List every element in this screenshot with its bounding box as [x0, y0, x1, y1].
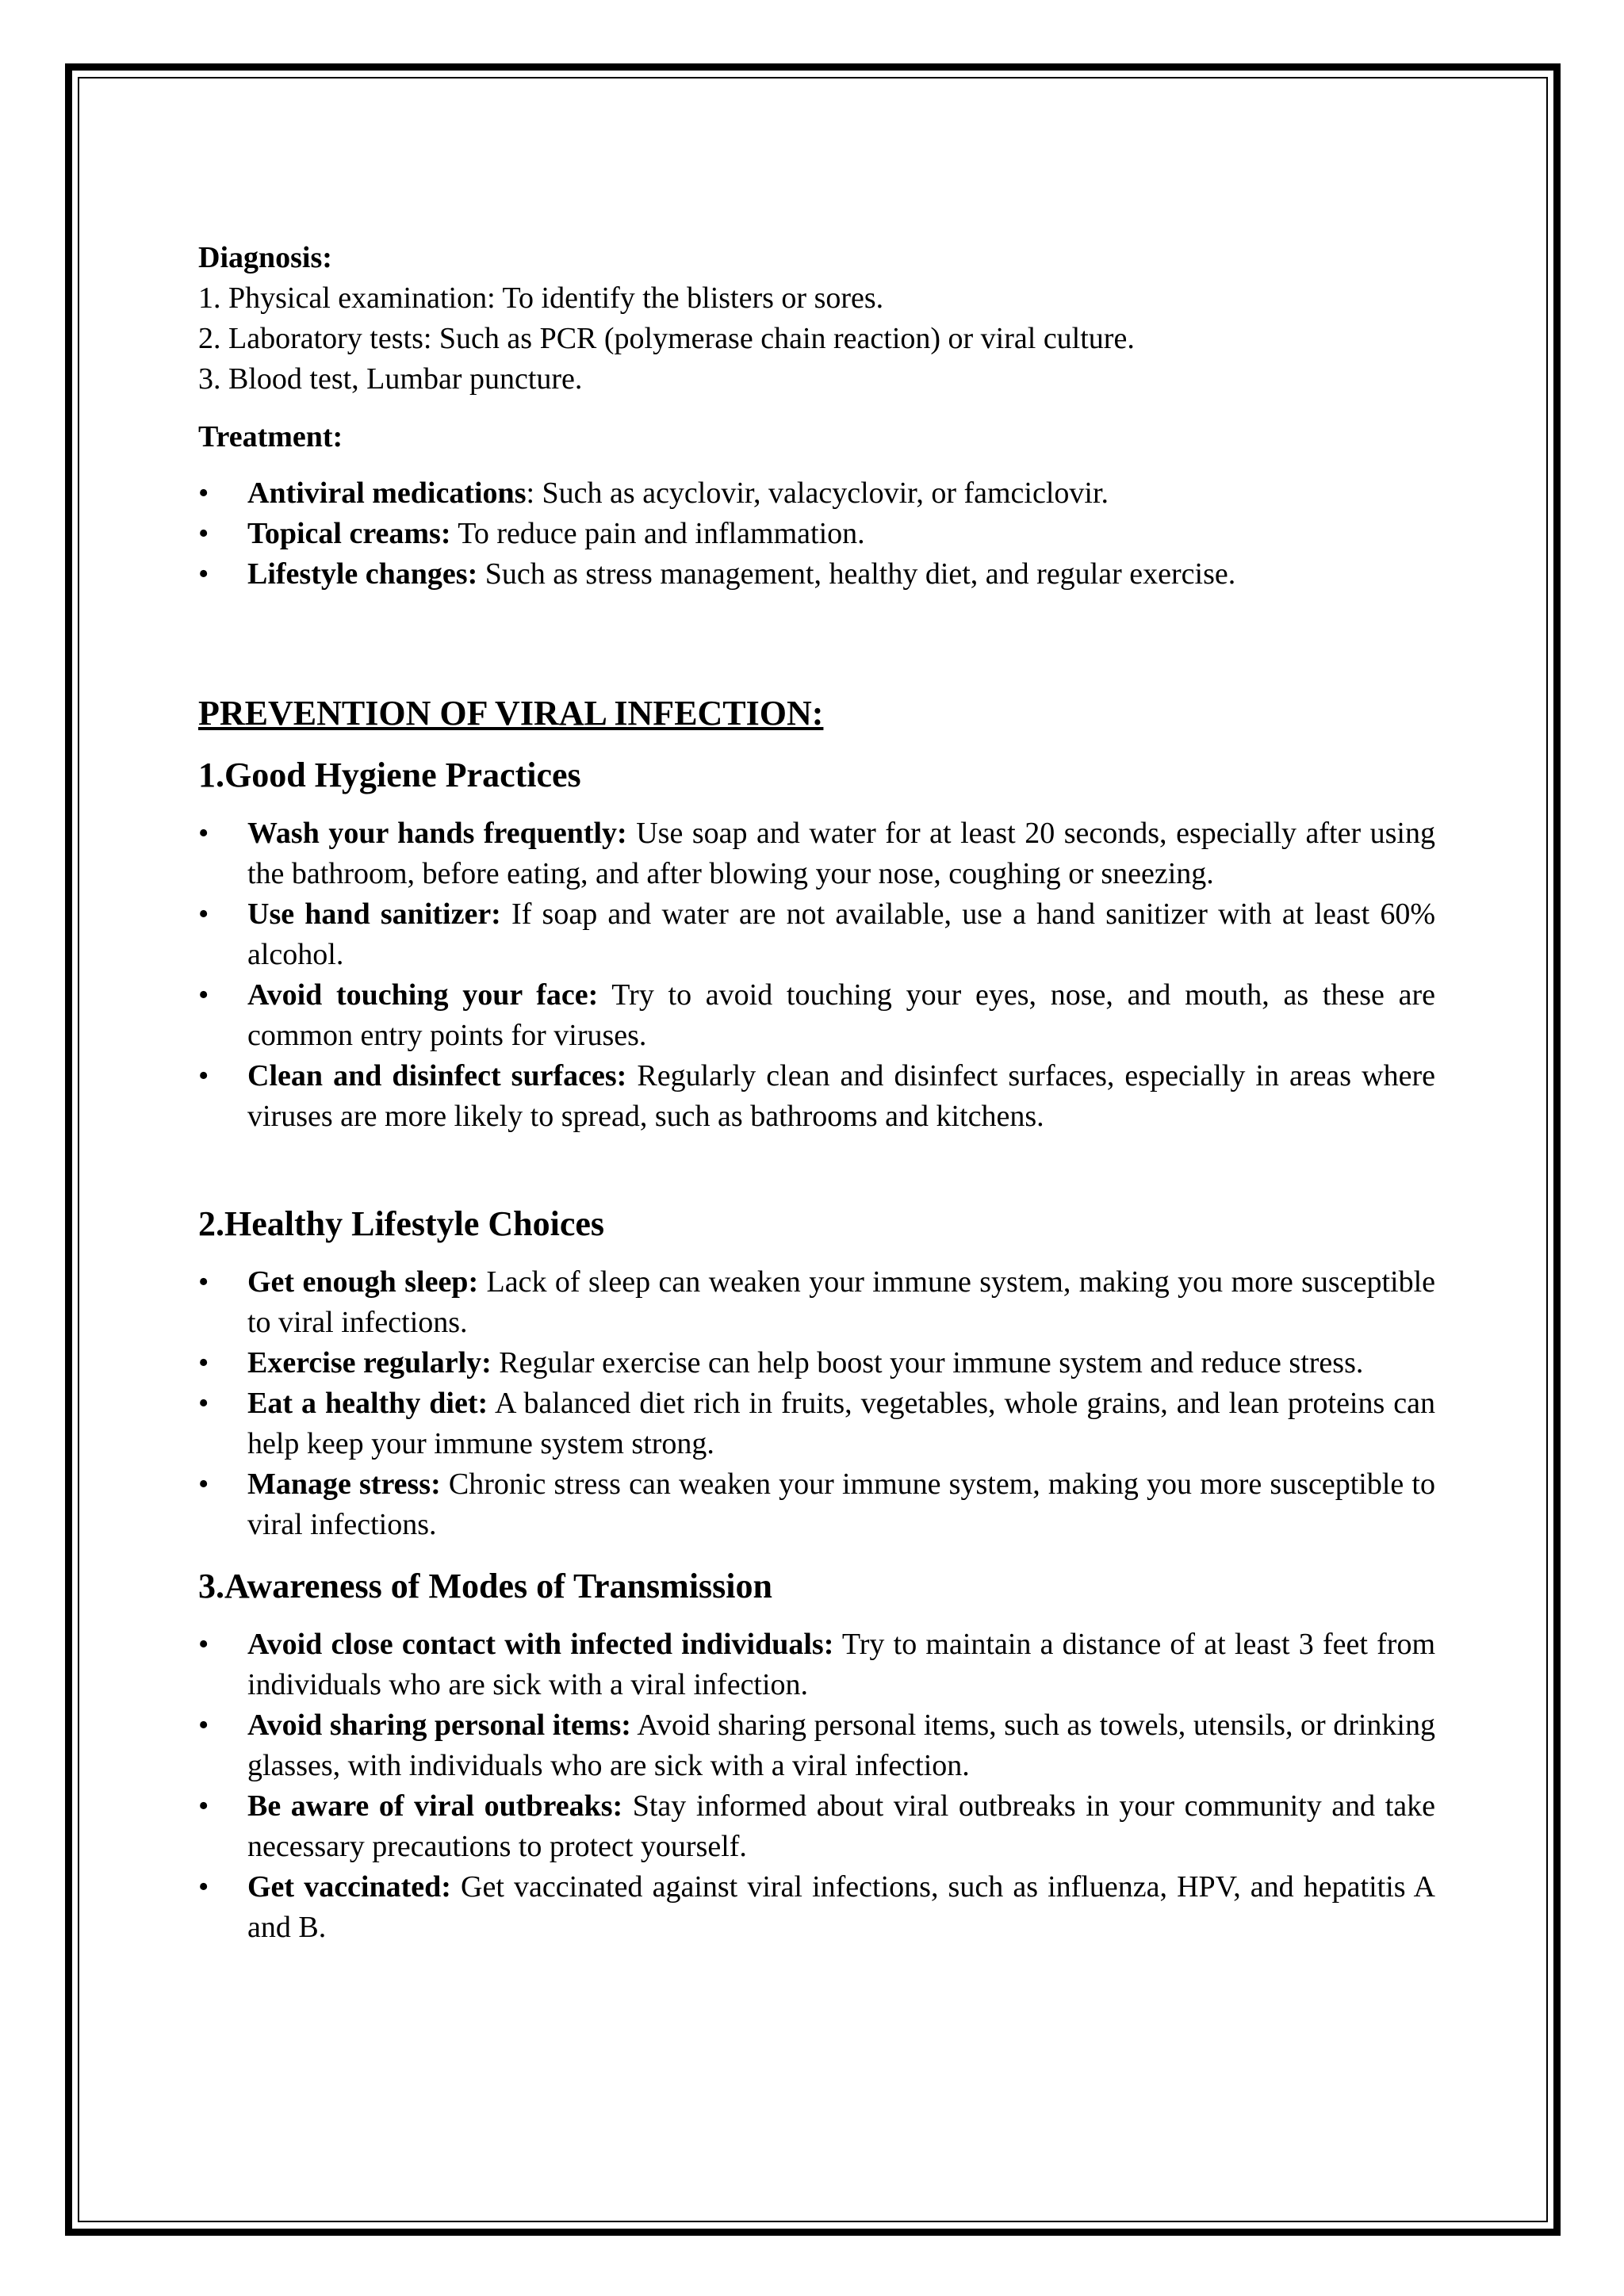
- item-label: Wash your hands frequently:: [247, 817, 627, 850]
- list-item: [198, 514, 1435, 554]
- list-item: [198, 813, 1435, 894]
- section-title: 2.Healthy Lifestyle Choices: [198, 1204, 605, 1243]
- item-text: To reduce pain and inflammation.: [450, 517, 865, 550]
- bullet-icon: •: [198, 897, 209, 931]
- bullet-icon: •: [198, 978, 209, 1012]
- bullet-icon: •: [198, 557, 209, 591]
- list-item: [198, 1867, 1435, 1948]
- hygiene-list: [198, 813, 1435, 1137]
- diagnosis-item: 2. Laboratory tests: Such as PCR (polymerase chain reaction) or viral culture.: [198, 322, 1135, 355]
- bullet-icon: •: [198, 817, 209, 850]
- list-item: [198, 975, 1435, 1056]
- item-text: Regularly clean and disinfect surfaces, especially in areas where viruses are more likely to spread, such as bathrooms and kitchens.: [247, 1059, 1435, 1133]
- bullet-icon: •: [198, 517, 209, 550]
- list-item: [198, 1786, 1435, 1867]
- item-text: Such as stress management, healthy diet, and regular exercise.: [477, 557, 1236, 591]
- item-label: Eat a healthy diet:: [247, 1387, 488, 1420]
- item-text: Avoid sharing personal items, such as towels, utensils, or drinking glasses, with individuals who are sick with a viral infection.: [247, 1709, 1435, 1782]
- diagnosis-item: 3. Blood test, Lumbar puncture.: [198, 362, 583, 396]
- item-text: Try to avoid touching your eyes, nose, and mouth, as these are common entry points for viruses.: [247, 978, 1435, 1052]
- section-title: 3.Awareness of Modes of Transmission: [198, 1567, 772, 1605]
- list-item: [198, 1383, 1435, 1464]
- transmission-list: [198, 1624, 1435, 1948]
- bullet-icon: •: [198, 1468, 209, 1501]
- bullet-icon: •: [198, 1628, 209, 1661]
- item-label: Clean and disinfect surfaces:: [247, 1059, 627, 1093]
- lifestyle-list: [198, 1262, 1435, 1545]
- item-label: Be aware of viral outbreaks:: [247, 1789, 623, 1823]
- list-item: [198, 554, 1435, 595]
- item-label: Get vaccinated:: [247, 1870, 451, 1904]
- bullet-icon: •: [198, 1059, 209, 1093]
- item-text: Use soap and water for at least 20 seconds, especially after using the bathroom, before eating, and after blowing your nose, coughing or sneezing.: [247, 817, 1435, 890]
- diagnosis-item: 1. Physical examination: To identify the blisters or sores.: [198, 281, 884, 315]
- item-text: Lack of sleep can weaken your immune system, making you more susceptible to viral infections.: [247, 1265, 1435, 1339]
- bullet-icon: •: [198, 1870, 209, 1904]
- treatment-list: [198, 473, 1435, 595]
- item-label: Manage stress:: [247, 1468, 441, 1501]
- item-label: Lifestyle changes:: [247, 557, 478, 591]
- bullet-icon: •: [198, 1387, 209, 1420]
- list-item: [198, 473, 1435, 514]
- item-text: Get vaccinated against viral infections, such as influenza, HPV, and hepatitis A and B.: [247, 1870, 1435, 1944]
- item-label: Avoid close contact with infected individuals:: [247, 1628, 834, 1661]
- diagnosis-title: Diagnosis:: [198, 241, 332, 274]
- item-label: Exercise regularly:: [247, 1346, 492, 1380]
- item-text: Try to maintain a distance of at least 3 feet from individuals who are sick with a viral infection.: [247, 1628, 1435, 1701]
- item-text: : Such as acyclovir, valacyclovir, or famciclovir.: [526, 476, 1109, 510]
- treatment-title: Treatment:: [198, 420, 343, 453]
- list-item: [198, 1464, 1435, 1545]
- item-text: Regular exercise can help boost your immune system and reduce stress.: [491, 1346, 1364, 1380]
- prevention-heading: PREVENTION OF VIRAL INFECTION:: [198, 694, 824, 733]
- bullet-icon: •: [198, 476, 209, 510]
- list-item: [198, 1262, 1435, 1343]
- list-item: [198, 894, 1435, 975]
- item-text: Chronic stress can weaken your immune system, making you more susceptible to viral infections.: [247, 1468, 1435, 1541]
- list-item: [198, 1056, 1435, 1137]
- item-text: Stay informed about viral outbreaks in your community and take necessary precautions to protect yourself.: [247, 1789, 1435, 1863]
- item-label: Avoid sharing personal items:: [247, 1709, 631, 1742]
- item-label: Use hand sanitizer:: [247, 897, 501, 931]
- bullet-icon: •: [198, 1265, 209, 1299]
- item-text: If soap and water are not available, use a hand sanitizer with at least 60% alcohol.: [247, 897, 1435, 971]
- item-label: Get enough sleep:: [247, 1265, 479, 1299]
- bullet-icon: •: [198, 1346, 209, 1380]
- bullet-icon: •: [198, 1789, 209, 1823]
- list-item: [198, 1343, 1435, 1383]
- diagnosis-block: [198, 238, 1435, 400]
- item-text: A balanced diet rich in fruits, vegetables, whole grains, and lean proteins can help keep your immune system strong.: [247, 1387, 1435, 1460]
- item-label: Topical creams:: [247, 517, 451, 550]
- section-title: 1.Good Hygiene Practices: [198, 756, 581, 794]
- list-item: [198, 1705, 1435, 1786]
- list-item: [198, 1624, 1435, 1705]
- document-content: [198, 238, 1435, 1948]
- item-label: Avoid touching your face:: [247, 978, 599, 1012]
- item-label: Antiviral medications: [247, 476, 527, 510]
- bullet-icon: •: [198, 1709, 209, 1742]
